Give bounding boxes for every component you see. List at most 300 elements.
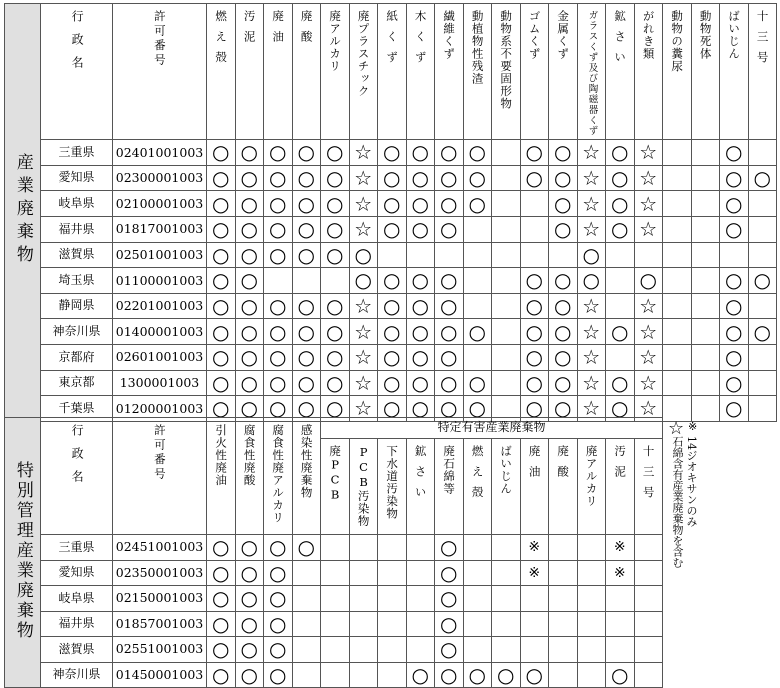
circle-mark: ○	[297, 370, 315, 395]
star-mark: ☆	[354, 140, 373, 165]
mark-cell	[207, 637, 236, 663]
table-row	[5, 216, 777, 242]
mark-cell	[435, 560, 464, 586]
industrial-waste-table	[4, 3, 777, 422]
circle-mark: ○	[297, 535, 315, 560]
mark-cell	[520, 586, 549, 612]
col-header-category	[606, 4, 635, 140]
circle-mark: ○	[468, 191, 486, 216]
mark-cell	[264, 662, 293, 688]
mark-cell	[606, 268, 635, 294]
header-row-1	[5, 418, 663, 439]
mark-cell	[691, 396, 720, 422]
mark-cell	[634, 165, 663, 191]
mark-cell	[207, 560, 236, 586]
mark-cell	[264, 293, 293, 319]
mark-cell	[549, 140, 578, 166]
mark-cell	[235, 242, 264, 268]
mark-cell	[492, 662, 521, 688]
circle-mark: ○	[212, 293, 230, 318]
mark-cell	[520, 560, 549, 586]
col-header-gyosei	[41, 4, 113, 140]
mark-cell	[720, 370, 749, 396]
star-symbol: ☆	[668, 418, 685, 439]
mark-cell	[520, 370, 549, 396]
permit-number-cell: 02451001003	[113, 535, 207, 561]
mark-cell	[264, 637, 293, 663]
col-header-category	[634, 439, 663, 535]
circle-mark: ○	[297, 140, 315, 165]
mark-cell	[492, 191, 521, 217]
header-text: 許可番号	[152, 10, 167, 68]
mark-cell	[435, 293, 464, 319]
col-header-category	[349, 439, 378, 535]
category-label: 燃え殻	[470, 445, 485, 507]
mark-cell	[292, 268, 321, 294]
circle-mark: ○	[554, 165, 572, 190]
mark-cell	[378, 216, 407, 242]
mark-cell	[406, 268, 435, 294]
table-row	[5, 662, 663, 688]
category-label: 廃PCB	[328, 445, 343, 503]
category-label: 廃酸	[556, 445, 571, 486]
mark-cell	[492, 535, 521, 561]
circle-mark: ○	[297, 191, 315, 216]
star-mark: ☆	[582, 293, 601, 318]
mark-cell	[520, 191, 549, 217]
mark-cell	[321, 370, 350, 396]
permit-number-cell: 02300001003	[113, 165, 207, 191]
mark-cell	[577, 344, 606, 370]
mark-cell	[406, 560, 435, 586]
mark-cell	[406, 242, 435, 268]
col-header-category	[549, 439, 578, 535]
circle-mark: ○	[525, 662, 543, 687]
circle-mark: ○	[611, 370, 629, 395]
section-title: 特別管理産業廃棄物	[12, 460, 33, 641]
mark-cell	[292, 140, 321, 166]
mark-cell	[321, 586, 350, 612]
mark-cell	[748, 242, 777, 268]
circle-mark: ○	[468, 165, 486, 190]
mark-cell	[406, 319, 435, 345]
circle-mark: ○	[525, 396, 543, 421]
mark-cell	[720, 216, 749, 242]
mark-cell	[520, 611, 549, 637]
category-label: 廃アルカリ	[584, 445, 599, 508]
mark-cell	[463, 586, 492, 612]
circle-mark: ○	[440, 319, 458, 344]
mark-cell	[492, 140, 521, 166]
mark-cell	[235, 293, 264, 319]
mark-cell	[435, 611, 464, 637]
circle-mark: ○	[297, 242, 315, 267]
col-header-category	[663, 4, 692, 140]
permit-number-cell: 02150001003	[113, 586, 207, 612]
prefecture-cell: 東京都	[41, 370, 113, 396]
mark-cell	[235, 268, 264, 294]
header-text: 許可番号	[152, 424, 167, 482]
mark-cell	[235, 370, 264, 396]
circle-mark: ○	[383, 396, 401, 421]
circle-mark: ○	[269, 165, 287, 190]
star-mark: ☆	[582, 165, 601, 190]
circle-mark: ○	[383, 140, 401, 165]
permit-number-cell: 01450001003	[113, 662, 207, 688]
mark-cell	[321, 319, 350, 345]
mark-cell	[549, 165, 578, 191]
mark-cell	[720, 242, 749, 268]
mark-cell	[349, 165, 378, 191]
circle-mark: ○	[440, 560, 458, 585]
mark-cell	[378, 586, 407, 612]
category-label: 廃油	[271, 10, 286, 51]
permit-number-cell: 01100001003	[113, 268, 207, 294]
mark-cell	[606, 344, 635, 370]
mark-cell	[264, 344, 293, 370]
mark-cell	[264, 165, 293, 191]
circle-mark: ○	[383, 293, 401, 318]
circle-mark: ○	[269, 217, 287, 242]
star-mark: ☆	[639, 217, 658, 242]
circle-mark: ○	[411, 345, 429, 370]
mark-cell	[378, 560, 407, 586]
mark-cell	[463, 165, 492, 191]
circle-mark: ○	[468, 662, 486, 687]
mark-cell	[463, 560, 492, 586]
mark-cell	[235, 637, 264, 663]
mark-cell	[606, 586, 635, 612]
col-header-gyosei	[41, 418, 113, 535]
mark-cell	[264, 216, 293, 242]
mark-cell	[235, 140, 264, 166]
circle-mark: ○	[269, 637, 287, 662]
col-header-kyoka	[113, 4, 207, 140]
circle-mark: ○	[212, 535, 230, 560]
star-mark: ☆	[354, 370, 373, 395]
circle-mark: ○	[440, 293, 458, 318]
mark-cell	[321, 611, 350, 637]
circle-mark: ○	[725, 319, 743, 344]
col-header-category	[748, 4, 777, 140]
mark-cell	[235, 560, 264, 586]
mark-cell	[634, 560, 663, 586]
table-row	[5, 319, 777, 345]
circle-mark: ○	[383, 319, 401, 344]
circle-mark: ○	[411, 662, 429, 687]
mark-cell	[577, 611, 606, 637]
star-mark: ☆	[354, 345, 373, 370]
mark-cell	[321, 293, 350, 319]
circle-mark: ○	[297, 396, 315, 421]
kome-symbol: ※	[688, 420, 698, 433]
category-label: 十三号	[755, 10, 770, 72]
mark-cell	[406, 611, 435, 637]
category-label: 感染性廃棄物	[299, 424, 314, 499]
mark-cell	[492, 242, 521, 268]
mark-cell	[492, 268, 521, 294]
circle-mark: ○	[725, 370, 743, 395]
star-mark: ☆	[354, 191, 373, 216]
circle-mark: ○	[383, 345, 401, 370]
header-row	[5, 4, 777, 140]
circle-mark: ○	[240, 535, 258, 560]
mark-cell	[691, 242, 720, 268]
mark-cell	[549, 611, 578, 637]
mark-cell	[606, 535, 635, 561]
mark-cell	[577, 268, 606, 294]
mark-cell	[577, 370, 606, 396]
circle-mark: ○	[269, 191, 287, 216]
mark-cell	[577, 191, 606, 217]
prefecture-cell: 千葉県	[41, 396, 113, 422]
circle-mark: ○	[212, 268, 230, 293]
col-header-category	[463, 4, 492, 140]
prefecture-cell: 神奈川県	[41, 662, 113, 688]
table-row	[5, 370, 777, 396]
mark-cell	[577, 293, 606, 319]
mark-cell	[463, 268, 492, 294]
mark-cell	[492, 344, 521, 370]
circle-mark: ○	[212, 345, 230, 370]
circle-mark: ○	[212, 637, 230, 662]
mark-cell	[663, 293, 692, 319]
circle-mark: ○	[326, 140, 344, 165]
mark-cell	[406, 637, 435, 663]
mark-cell	[378, 140, 407, 166]
mark-cell	[321, 216, 350, 242]
circle-mark: ○	[554, 268, 572, 293]
circle-mark: ○	[269, 396, 287, 421]
star-mark: ☆	[582, 140, 601, 165]
permit-number-cell: 1300001003	[113, 370, 207, 396]
circle-mark: ○	[554, 396, 572, 421]
table-row	[5, 268, 777, 294]
circle-mark: ○	[212, 191, 230, 216]
circle-mark: ○	[440, 370, 458, 395]
circle-mark: ○	[212, 140, 230, 165]
mark-cell	[378, 611, 407, 637]
circle-mark: ○	[383, 217, 401, 242]
mark-cell	[691, 319, 720, 345]
mark-cell	[606, 242, 635, 268]
mark-cell	[520, 268, 549, 294]
circle-mark: ○	[411, 370, 429, 395]
mark-cell	[264, 370, 293, 396]
mark-cell	[606, 370, 635, 396]
mark-cell	[549, 560, 578, 586]
mark-cell	[720, 344, 749, 370]
prefecture-cell: 岐阜県	[41, 586, 113, 612]
circle-mark: ○	[297, 165, 315, 190]
mark-cell	[321, 242, 350, 268]
mark-cell	[463, 140, 492, 166]
mark-cell	[634, 586, 663, 612]
mark-cell	[235, 611, 264, 637]
mark-cell	[606, 191, 635, 217]
circle-mark: ○	[525, 293, 543, 318]
circle-mark: ○	[383, 165, 401, 190]
circle-mark: ○	[240, 560, 258, 585]
mark-cell	[435, 191, 464, 217]
permit-number-cell: 02601001003	[113, 344, 207, 370]
col-header-category	[720, 4, 749, 140]
table-row	[5, 191, 777, 217]
circle-mark: ○	[554, 217, 572, 242]
circle-mark: ○	[269, 319, 287, 344]
permit-number-cell: 02100001003	[113, 191, 207, 217]
circle-mark: ○	[525, 140, 543, 165]
col-header-category	[606, 439, 635, 535]
col-header-category	[520, 439, 549, 535]
circle-mark: ○	[212, 396, 230, 421]
mark-cell	[292, 535, 321, 561]
mark-cell	[321, 268, 350, 294]
mark-cell	[435, 268, 464, 294]
prefecture-cell: 三重県	[41, 140, 113, 166]
kome-mark: ※	[528, 539, 541, 556]
category-label: 汚泥	[613, 445, 628, 486]
mark-cell	[463, 344, 492, 370]
mark-cell	[292, 191, 321, 217]
mark-cell	[492, 319, 521, 345]
mark-cell	[264, 535, 293, 561]
mark-cell	[406, 165, 435, 191]
mark-cell	[748, 191, 777, 217]
col-header-category	[492, 4, 521, 140]
category-label: 腐食性廃酸	[242, 424, 257, 487]
mark-cell	[321, 662, 350, 688]
circle-mark: ○	[212, 370, 230, 395]
circle-mark: ○	[411, 268, 429, 293]
mark-cell	[492, 216, 521, 242]
mark-cell	[606, 293, 635, 319]
mark-cell	[349, 268, 378, 294]
mark-cell	[520, 293, 549, 319]
circle-mark: ○	[240, 396, 258, 421]
category-label: ばいじん	[499, 445, 514, 495]
circle-mark: ○	[297, 319, 315, 344]
circle-mark: ○	[269, 345, 287, 370]
col-header-category	[235, 418, 264, 535]
mark-cell	[378, 191, 407, 217]
circle-mark: ○	[269, 586, 287, 611]
mark-cell	[349, 560, 378, 586]
col-header-category	[378, 4, 407, 140]
circle-mark: ○	[639, 268, 657, 293]
mark-cell	[691, 140, 720, 166]
col-header-category	[349, 4, 378, 140]
mark-cell	[606, 611, 635, 637]
circle-mark: ○	[326, 319, 344, 344]
category-label: 廃油	[527, 445, 542, 486]
mark-cell	[549, 535, 578, 561]
mark-cell	[264, 242, 293, 268]
mark-cell	[378, 370, 407, 396]
circle-mark: ○	[240, 370, 258, 395]
mark-cell	[720, 396, 749, 422]
mark-cell	[349, 637, 378, 663]
mark-cell	[235, 191, 264, 217]
circle-mark: ○	[326, 165, 344, 190]
star-mark: ☆	[354, 319, 373, 344]
table-row	[5, 611, 663, 637]
mark-cell	[292, 560, 321, 586]
circle-mark: ○	[240, 191, 258, 216]
circle-mark: ○	[269, 535, 287, 560]
circle-mark: ○	[468, 370, 486, 395]
prefecture-cell: 福井県	[41, 216, 113, 242]
mark-cell	[264, 560, 293, 586]
mark-cell	[634, 370, 663, 396]
col-header-category	[235, 4, 264, 140]
mark-cell	[720, 293, 749, 319]
circle-mark: ○	[440, 586, 458, 611]
mark-cell	[577, 216, 606, 242]
star-mark: ☆	[639, 165, 658, 190]
mark-cell	[748, 293, 777, 319]
mark-cell	[520, 319, 549, 345]
mark-cell	[207, 586, 236, 612]
circle-mark: ○	[554, 319, 572, 344]
mark-cell	[207, 268, 236, 294]
circle-mark: ○	[354, 242, 372, 267]
mark-cell	[463, 637, 492, 663]
circle-mark: ○	[582, 242, 600, 267]
mark-cell	[378, 165, 407, 191]
note-asbestos: 石綿含有産業廃棄物を含む	[671, 436, 684, 568]
category-label: ガラスくず及び陶磁器くず	[586, 10, 598, 136]
circle-mark: ○	[212, 586, 230, 611]
mark-cell	[463, 662, 492, 688]
mark-cell	[349, 293, 378, 319]
col-header-category	[549, 4, 578, 140]
table-row	[5, 165, 777, 191]
mark-cell	[378, 242, 407, 268]
circle-mark: ○	[725, 140, 743, 165]
mark-cell	[378, 319, 407, 345]
mark-cell	[492, 293, 521, 319]
mark-cell	[435, 140, 464, 166]
circle-mark: ○	[525, 345, 543, 370]
circle-mark: ○	[611, 140, 629, 165]
mark-cell	[207, 370, 236, 396]
star-mark: ☆	[639, 396, 658, 421]
circle-mark: ○	[554, 140, 572, 165]
circle-mark: ○	[725, 191, 743, 216]
section-title: 産業廃棄物	[12, 153, 33, 269]
mark-cell	[549, 242, 578, 268]
prefecture-cell: 埼玉県	[41, 268, 113, 294]
mark-cell	[663, 319, 692, 345]
prefecture-cell: 静岡県	[41, 293, 113, 319]
mark-cell	[520, 535, 549, 561]
mark-cell	[321, 140, 350, 166]
mark-cell	[435, 344, 464, 370]
mark-cell	[406, 293, 435, 319]
mark-cell	[349, 140, 378, 166]
mark-cell	[435, 586, 464, 612]
mark-cell	[207, 535, 236, 561]
mark-cell	[492, 637, 521, 663]
mark-cell	[264, 586, 293, 612]
mark-cell	[634, 293, 663, 319]
mark-cell	[606, 560, 635, 586]
mark-cell	[349, 370, 378, 396]
permit-number-cell: 01200001003	[113, 396, 207, 422]
group-header: 特定有害産業廃棄物	[321, 418, 663, 439]
circle-mark: ○	[240, 586, 258, 611]
